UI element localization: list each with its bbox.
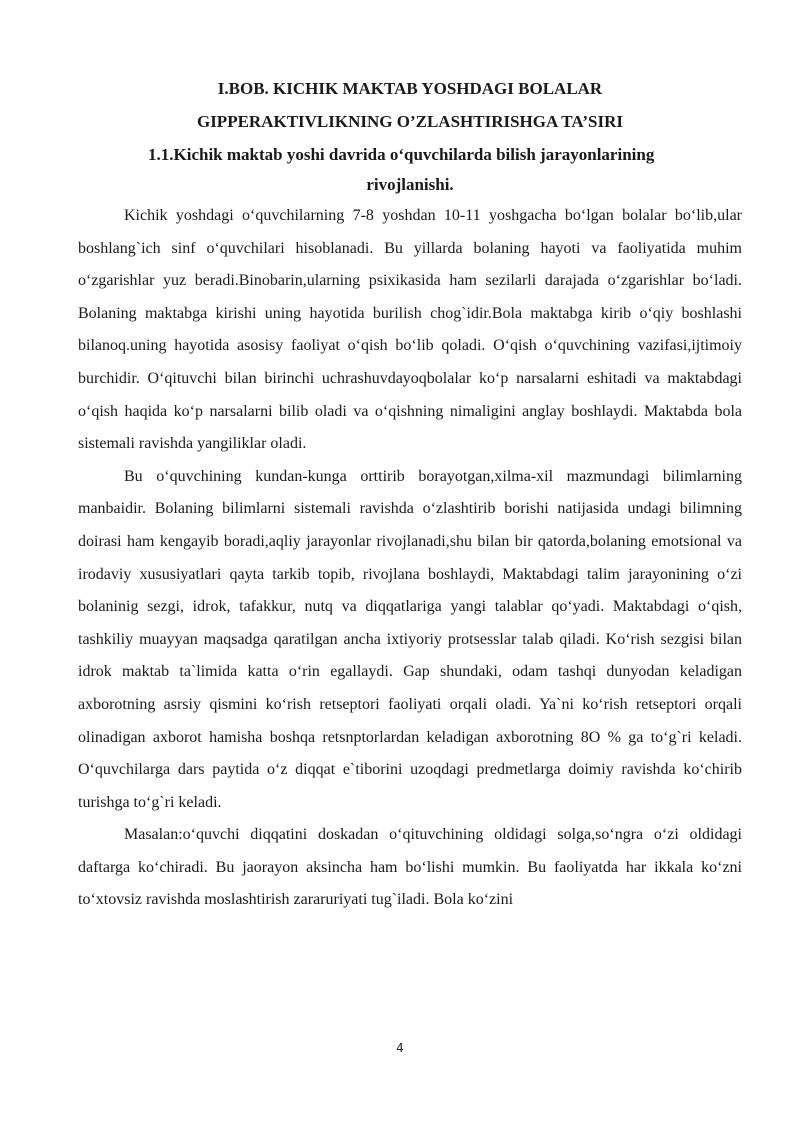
body-text <box>78 200 742 917</box>
paragraph: Masalan:o‘quvchi diqqatini doskadan o‘qituvchining oldidagi solga,so‘ngra o‘zi oldidagi daftarga ko‘chiradi. Bu jaorayon aksincha ham bo‘lishi mumkin. Bu faoliyatda har ikkala ko‘zni to‘xtovsiz ravishda moslashtirish zararuriyati tug`iladi. Bola ko‘zini <box>78 826 742 909</box>
chapter-title-line-1: I.BOB. KICHIK MAKTAB YOSHDAGI BOLALAR <box>217 79 603 98</box>
chapter-title-line-2: GIPPERAKTIVLIKNING O’ZLASHTIRISHGA TA’SIRI <box>196 112 624 131</box>
paragraph: Bu o‘quvchining kundan-kunga orttirib borayotgan,xilma-xil mazmundagi bilimlarning manbaidir. Bolaning bilimlarni sistemali ravishda o‘zlashtirib borishi natijasida undagi bilimning doirasi ham kengayib boradi,aqliy jarayonlar rivojlanadi,shu bilan bir qatorda,bolaning emotsional va irodaviy xususiyatlari qayta tarkib topib, rivojlana boshlaydi, Maktabdagi talim jarayonining o‘zi bolaninig sezgi, idrok, tafakkur, nutq va diqqatlariga yangi talablar qo‘yadi. Maktabdagi o‘qish, tashkiliy muayyan maqsadga qaratilgan ancha ixtiyoriy protsesslar talab qiladi. Ko‘rish sezgisi bilan idrok maktab ta`limida katta o‘rin egallaydi. Gap shundaki, odam tashqi dunyodan keladigan axborotning asrsiy qismini ko‘rish retseptori faoliyati orqali oladi. Ya`ni ko‘rish retseptori orqali olinadigan axborot hamisha boshqa retsnptorlardan keladigan axborotning 8O % ga to‘g`ri keladi. O‘quvchilarga dars paytida o‘z diqqat e`tiborini uzoqdagi predmetlarga doimiy ravishda ko‘chirib turishga to‘g`ri keladi. <box>78 467 742 811</box>
section-title-line-2: rivojlanishi. <box>366 175 454 194</box>
paragraph: Kichik yoshdagi o‘quvchilarning 7-8 yoshdan 10-11 yoshgacha bo‘lgan bolalar bo‘lib,ular boshlang`ich sinf o‘quvchilari hisoblanadi. Bu yillarda bolaning hayoti va faoliyatida muhim o‘zgarishlar yuz beradi.Binobarin,ularning psixikasida ham sezilarli darajada o‘zgarishlar bo‘ladi. Bolaning maktabga kirishi uning hayotida burilish chog`idir.Bola maktabga kirib o‘qiy boshlashi bilanoq.uning hayotida asosisy faoliyat o‘qish bo‘lib qoladi. O‘qish o‘quvchining vazifasi,ijtimoiy burchidir. O‘qituvchi bilan birinchi uchrashuvdayoqbolalar ko‘p narsalarni eshitadi va maktabdagi o‘qish haqida ko‘p narsalarni bilib oladi va o‘qishning nimaligini anglay boshlaydi. Maktabda bola sistemali ravishda yangiliklar oladi. <box>78 207 742 453</box>
section-title-line-1: 1.1.Kichik maktab yoshi davrida o‘quvchilarda bilish jarayonlarining <box>148 145 655 164</box>
page-number: 4 <box>396 1041 404 1055</box>
